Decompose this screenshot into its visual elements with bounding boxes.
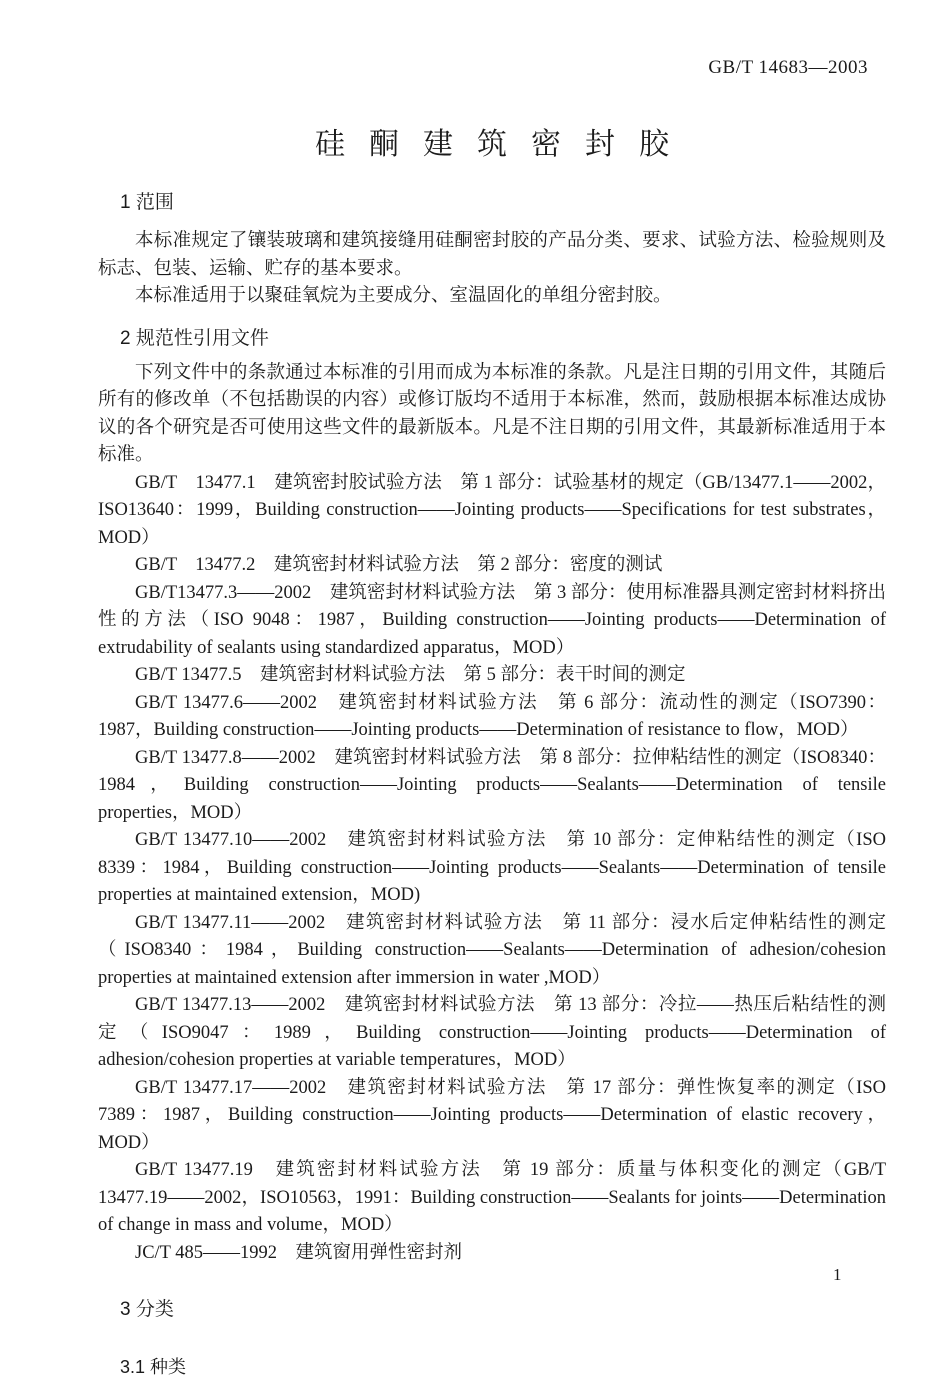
reference-item: GB/T 13477.2 建筑密封材料试验方法 第 2 部分：密度的测试 [135, 555, 663, 575]
references-intro-paragraph: 下列文件中的条款通过本标准的引用而成为本标准的条款。凡是注日期的引用文件，其随后所有的修改单（不包括勘误的内容）或修订版均不适用于本标准，然而，鼓励根据本标准达成协议的各个研究是否可使用这些文件的最新版本。凡是不注日期的引用文件，其最新标准适用于本标准。 [98, 362, 886, 465]
reference-item: GB/T 13477.19 建筑密封材料试验方法 第 19 部分：质量与体积变化的测定（GB/T 13477.19——2002，ISO10563，1991：Building construction——Sealants for joints——Determination of change in mass and volume，MOD） [98, 1160, 886, 1235]
document-content [0, 126, 950, 1379]
reference-item: GB/T13477.3——2002 建筑密封材料试验方法 第 3 部分：使用标准器具测定密封材料挤出性的方法（ISO 9048：1987，Building construction——Jointing products——Determination of extrudability of sealants using standardized apparatus，MOD） [98, 582, 886, 658]
reference-item: GB/T 13477.13——2002 建筑密封材料试验方法 第 13 部分：冷拉——热压后粘结性的测定（ISO9047：1989，Building construction——Jointing products——Determination of adhesion/cohesion properties at variable temperatures，MOD） [98, 995, 886, 1070]
page-number: 1 [833, 1265, 842, 1284]
reference-item: GB/T 13477.8——2002 建筑密封材料试验方法 第 8 部分：拉伸粘结性的测定（ISO8340：1984，Building construction——Jointing products——Sealants——Determination of tensile properties，MOD） [98, 747, 886, 823]
scope-paragraph: 本标准适用于以聚硅氧烷为主要成分、室温固化的单组分密封胶。 [135, 286, 672, 306]
scope-paragraph: 本标准规定了镶装玻璃和建筑接缝用硅酮密封胶的产品分类、要求、试验方法、检验规则及标志、包装、运输、贮存的基本要求。 [98, 231, 886, 279]
reference-item: GB/T 13477.1 建筑密封胶试验方法 第 1 部分：试验基材的规定（GB/13477.1——2002，ISO13640：1999，Building construction——Jointing products——Specifications for test substrates，MOD） [98, 472, 886, 548]
standard-code: GB/T 14683—2003 [708, 57, 868, 78]
section-heading-classification: 3 分类 [120, 1299, 174, 1320]
reference-item: GB/T 13477.17——2002 建筑密封材料试验方法 第 17 部分：弹性恢复率的测定（ISO 7389：1987，Building construction——Jointing products——Determination of elastic recovery，MOD） [98, 1077, 886, 1153]
section-heading-scope: 1 范围 [120, 192, 174, 213]
section-heading-normative-references: 2 规范性引用文件 [120, 327, 269, 349]
document-title: 硅酮建筑密封胶 [315, 128, 693, 161]
reference-item: GB/T 13477.10——2002 建筑密封材料试验方法 第 10 部分：定伸粘结性的测定（ISO 8339：1984，Building construction——Jointing products——Sealants——Determination of tensile properties at maintained extension，MOD) [98, 830, 886, 905]
reference-item: GB/T 13477.6——2002 建筑密封材料试验方法 第 6 部分：流动性的测定（ISO7390：1987，Building construction——Jointing products——Determination of resistance to flow，MOD） [98, 692, 886, 740]
reference-item: GB/T 13477.5 建筑密封材料试验方法 第 5 部分：表干时间的测定 [135, 665, 686, 685]
reference-item: JC/T 485——1992 建筑窗用弹性密封剂 [135, 1242, 463, 1263]
subsection-heading-types: 3.1 种类 [120, 1357, 187, 1377]
reference-item: GB/T 13477.11——2002 建筑密封材料试验方法 第 11 部分：浸水后定伸粘结性的测定（ISO8340：1984，Building construction——Sealants——Determination of adhesion/cohesion properties at maintained extension after immersion in water ,MOD） [98, 912, 886, 988]
